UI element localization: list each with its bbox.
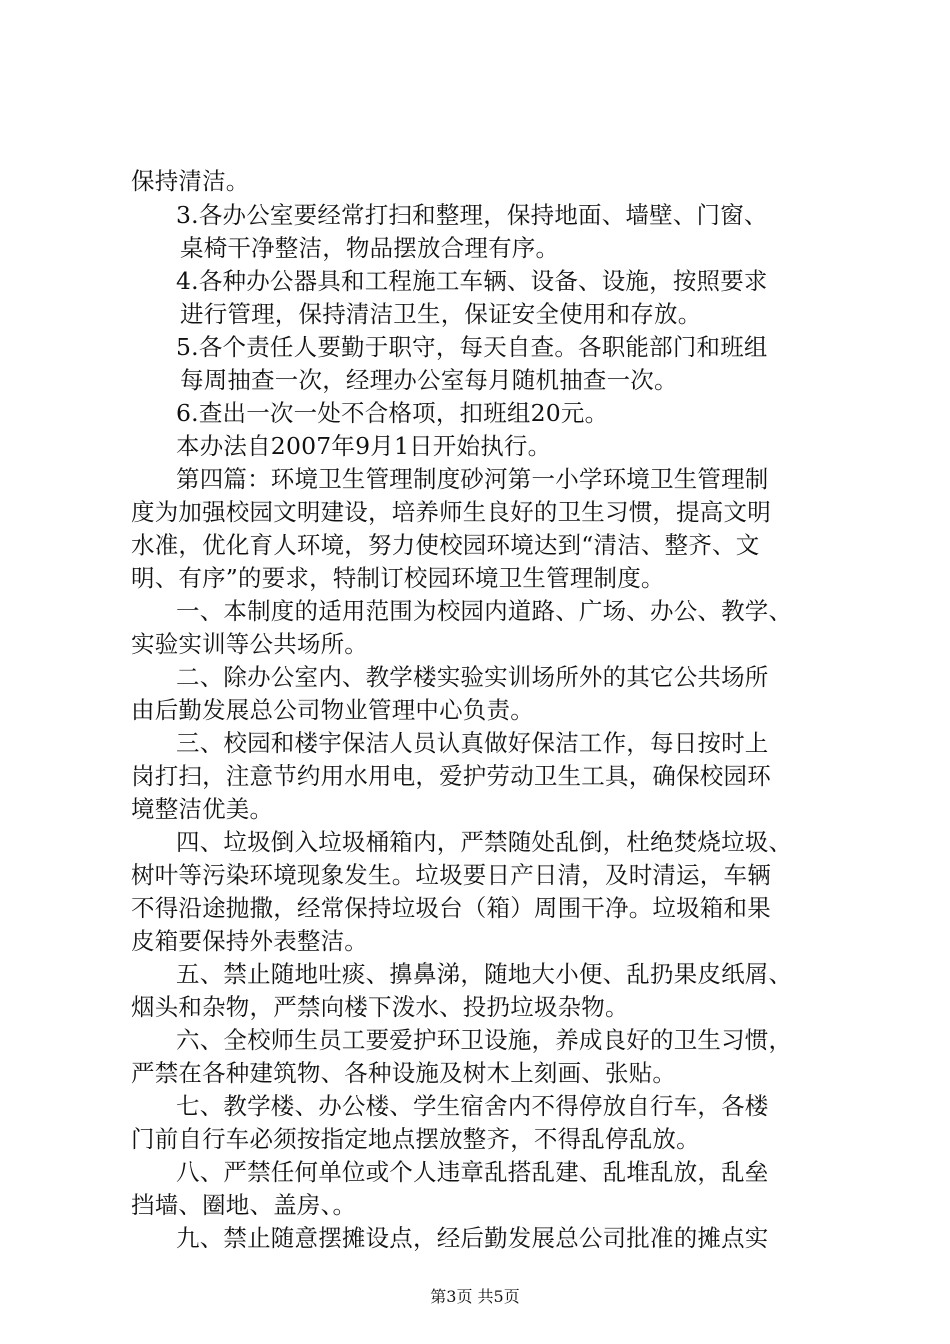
text-line: 保持清洁。: [131, 167, 250, 195]
text-line: 每周抽查一次，经理办公室每月随机抽查一次。: [180, 366, 678, 394]
text-line: 3.各办公室要经常打扫和整理，保持地面、墙壁、门窗、: [176, 201, 768, 229]
text-line: 不得沿途抛撒，经常保持垃圾台（箱）周围干净。垃圾箱和果: [131, 894, 771, 922]
text-line: 第四篇：环境卫生管理制度砂河第一小学环境卫生管理制: [176, 465, 769, 493]
text-line: 桌椅干净整洁，物品摆放合理有序。: [180, 234, 560, 262]
text-line: 二、除办公室内、教学楼实验实训场所外的其它公共场所: [176, 663, 769, 691]
text-line: 挡墙、圈地、盖房、。: [131, 1191, 357, 1219]
text-line: 七、教学楼、办公楼、学生宿舍内不得停放自行车，各楼: [176, 1092, 769, 1120]
text-line: 皮箱要保持外表整洁。: [131, 927, 368, 955]
text-line: 进行管理，保持清洁卫生，保证安全使用和存放。: [180, 300, 702, 328]
text-line: 境整洁优美。: [131, 795, 274, 823]
text-line: 九、禁止随意摆摊设点，经后勤发展总公司批准的摊点实: [176, 1224, 769, 1252]
text-line: 由后勤发展总公司物业管理中心负责。: [131, 696, 534, 724]
text-line: 明、有序”的要求，特制订校园环境卫生管理制度。: [131, 564, 665, 592]
text-line: 树叶等污染环境现象发生。垃圾要日产日清，及时清运，车辆: [131, 861, 771, 889]
text-line: 八、严禁任何单位或个人违章乱搭乱建、乱堆乱放，乱垒: [176, 1158, 769, 1186]
text-line: 烟头和杂物，严禁向楼下泼水、投扔垃圾杂物。: [131, 993, 629, 1021]
text-line: 岗打扫，注意节约用水用电，爱护劳动卫生工具，确保校园环: [131, 762, 771, 790]
text-line: 五、禁止随地吐痰、擤鼻涕，随地大小便、乱扔果皮纸屑、: [176, 960, 793, 988]
text-line: 实验实训等公共场所。: [131, 630, 368, 658]
text-line: 本办法自2007年9月1日开始执行。: [176, 432, 552, 460]
text-line: 4.各种办公器具和工程施工车辆、设备、设施，按照要求: [176, 267, 768, 295]
text-line: 5.各个责任人要勤于职守，每天自查。各职能部门和班组: [176, 333, 768, 361]
text-line: 度为加强校园文明建设，培养师生良好的卫生习惯，提高文明: [131, 498, 771, 526]
text-line: 三、校园和楼宇保洁人员认真做好保洁工作，每日按时上: [176, 729, 769, 757]
text-line: 严禁在各种建筑物、各种设施及树木上刻画、张贴。: [131, 1059, 677, 1087]
page-number-footer: 第3页 共5页: [430, 1287, 520, 1306]
text-line: 六、全校师生员工要爱护环卫设施，养成良好的卫生习惯，: [176, 1026, 793, 1054]
text-line: 门前自行车必须按指定地点摆放整齐，不得乱停乱放。: [131, 1125, 700, 1153]
text-line: 四、垃圾倒入垃圾桶箱内，严禁随处乱倒，杜绝焚烧垃圾、: [176, 828, 793, 856]
text-line: 一、本制度的适用范围为校园内道路、广场、办公、教学、: [176, 597, 793, 625]
text-line: 水准，优化育人环境，努力使校园环境达到“清洁、整齐、文: [131, 531, 760, 559]
text-line: 6.查出一次一处不合格项，扣班组20元。: [176, 399, 609, 427]
